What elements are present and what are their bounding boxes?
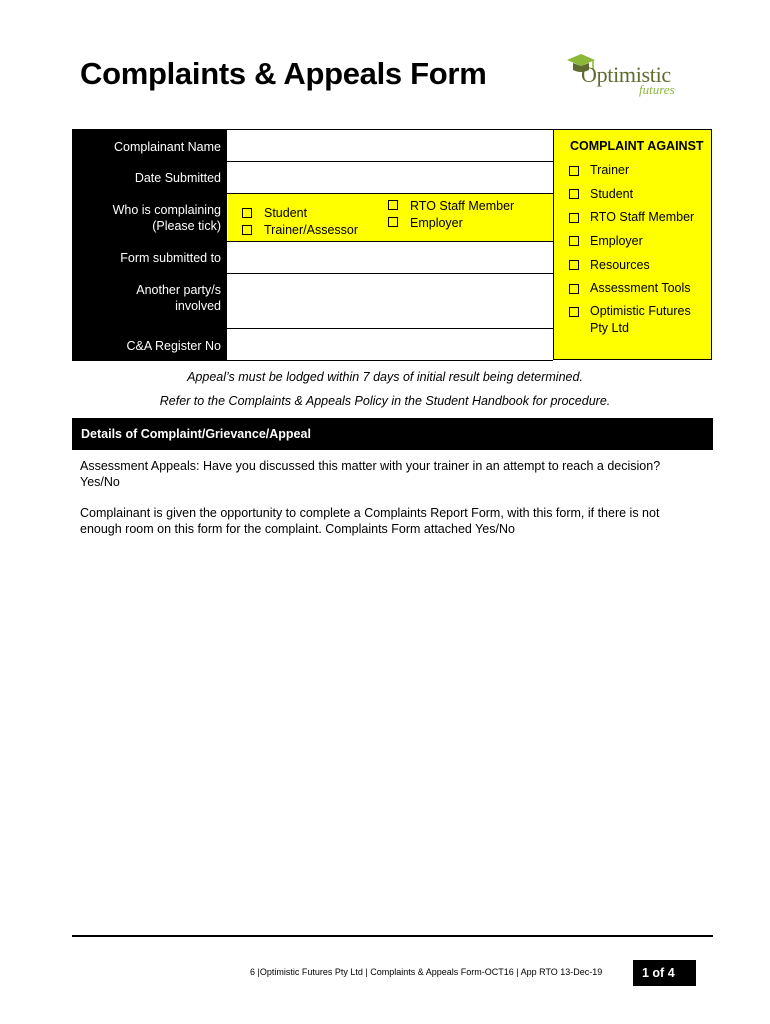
assessment-appeals-yes-no: Yes/No [80, 475, 120, 489]
footer-divider [72, 935, 713, 937]
employer-checkbox[interactable] [388, 217, 398, 227]
another-party-field[interactable] [228, 274, 553, 328]
details-heading: Details of Complaint/Grievance/Appeal [81, 427, 311, 441]
policy-reference-note: Refer to the Complaints & Appeals Policy in the Student Handbook for procedure. [159, 394, 611, 408]
row-divider [227, 360, 553, 361]
label-form-submitted-to: Form submitted to [120, 251, 221, 265]
label-register-no: C&A Register No [126, 339, 221, 353]
page-number: 1 of 4 [642, 966, 675, 980]
footer-text: 6 |Optimistic Futures Pty Ltd | Complaints & Appeals Form-OCT16 | App RTO 13-Dec-19 [250, 967, 603, 977]
appeal-deadline-note: Appeal’s must be lodged within 7 days of initial result being determined. [187, 370, 583, 384]
trainer-assessor-option-label: Trainer/Assessor [264, 223, 359, 237]
label-who-complaining: Who is complaining [112, 203, 221, 217]
against-trainer-label: Trainer [590, 163, 630, 177]
who-complaining-options [228, 194, 553, 241]
logo-wordmark: Optimistic [581, 62, 671, 87]
logo-tagline: futures [639, 82, 675, 97]
label-date-submitted: Date Submitted [134, 171, 221, 185]
student-checkbox[interactable] [242, 208, 252, 218]
against-employer-label: Employer [590, 234, 643, 248]
against-employer-checkbox[interactable] [569, 236, 579, 246]
trainer-assessor-checkbox[interactable] [242, 225, 252, 235]
page-number-badge [633, 960, 696, 986]
rto-staff-option-label: RTO Staff Member [410, 199, 515, 213]
assessment-appeals-question: Assessment Appeals: Have you discussed this matter with your trainer in an attempt to reach a decision? [80, 459, 661, 473]
row-divider [227, 129, 553, 130]
row-divider [227, 273, 553, 274]
form-label-column [72, 129, 227, 361]
employer-option-label: Employer [410, 216, 463, 230]
row-divider [227, 241, 553, 242]
against-resources-label: Resources [590, 258, 650, 272]
label-please-tick: (Please tick) [152, 219, 221, 233]
label-involved: involved [175, 299, 221, 313]
complaints-form-attached: enough room on this form for the complaint. Complaints Form attached Yes/No [80, 522, 515, 536]
against-resources-checkbox[interactable] [569, 260, 579, 270]
against-optimistic-futures-label: Optimistic Futures [590, 304, 691, 318]
against-student-label: Student [590, 187, 634, 201]
company-logo [563, 50, 688, 104]
against-rto-staff-checkbox[interactable] [569, 213, 579, 223]
complaint-against-heading: COMPLAINT AGAINST [570, 139, 704, 153]
student-option-label: Student [264, 206, 308, 220]
complaints-form-statement: Complainant is given the opportunity to complete a Complaints Report Form, with this form, if there is not [80, 506, 660, 520]
complainant-name-field[interactable] [228, 130, 553, 161]
date-submitted-field[interactable] [228, 162, 553, 193]
rto-staff-checkbox[interactable] [388, 200, 398, 210]
details-section-header [72, 418, 713, 450]
against-optimistic-futures-label-line2: Pty Ltd [590, 321, 629, 335]
against-student-checkbox[interactable] [569, 189, 579, 199]
row-divider [227, 161, 553, 162]
form-submitted-to-field[interactable] [228, 242, 553, 273]
against-assessment-tools-label: Assessment Tools [590, 281, 691, 295]
label-complainant-name: Complainant Name [114, 140, 221, 154]
against-optimistic-futures-checkbox[interactable] [569, 307, 579, 317]
register-no-field[interactable] [228, 329, 553, 360]
label-another-party: Another party/s [136, 283, 221, 297]
row-divider [227, 328, 553, 329]
against-trainer-checkbox[interactable] [569, 166, 579, 176]
against-rto-staff-label: RTO Staff Member [590, 210, 695, 224]
against-assessment-tools-checkbox[interactable] [569, 284, 579, 294]
page-title: Complaints & Appeals Form [80, 56, 487, 91]
